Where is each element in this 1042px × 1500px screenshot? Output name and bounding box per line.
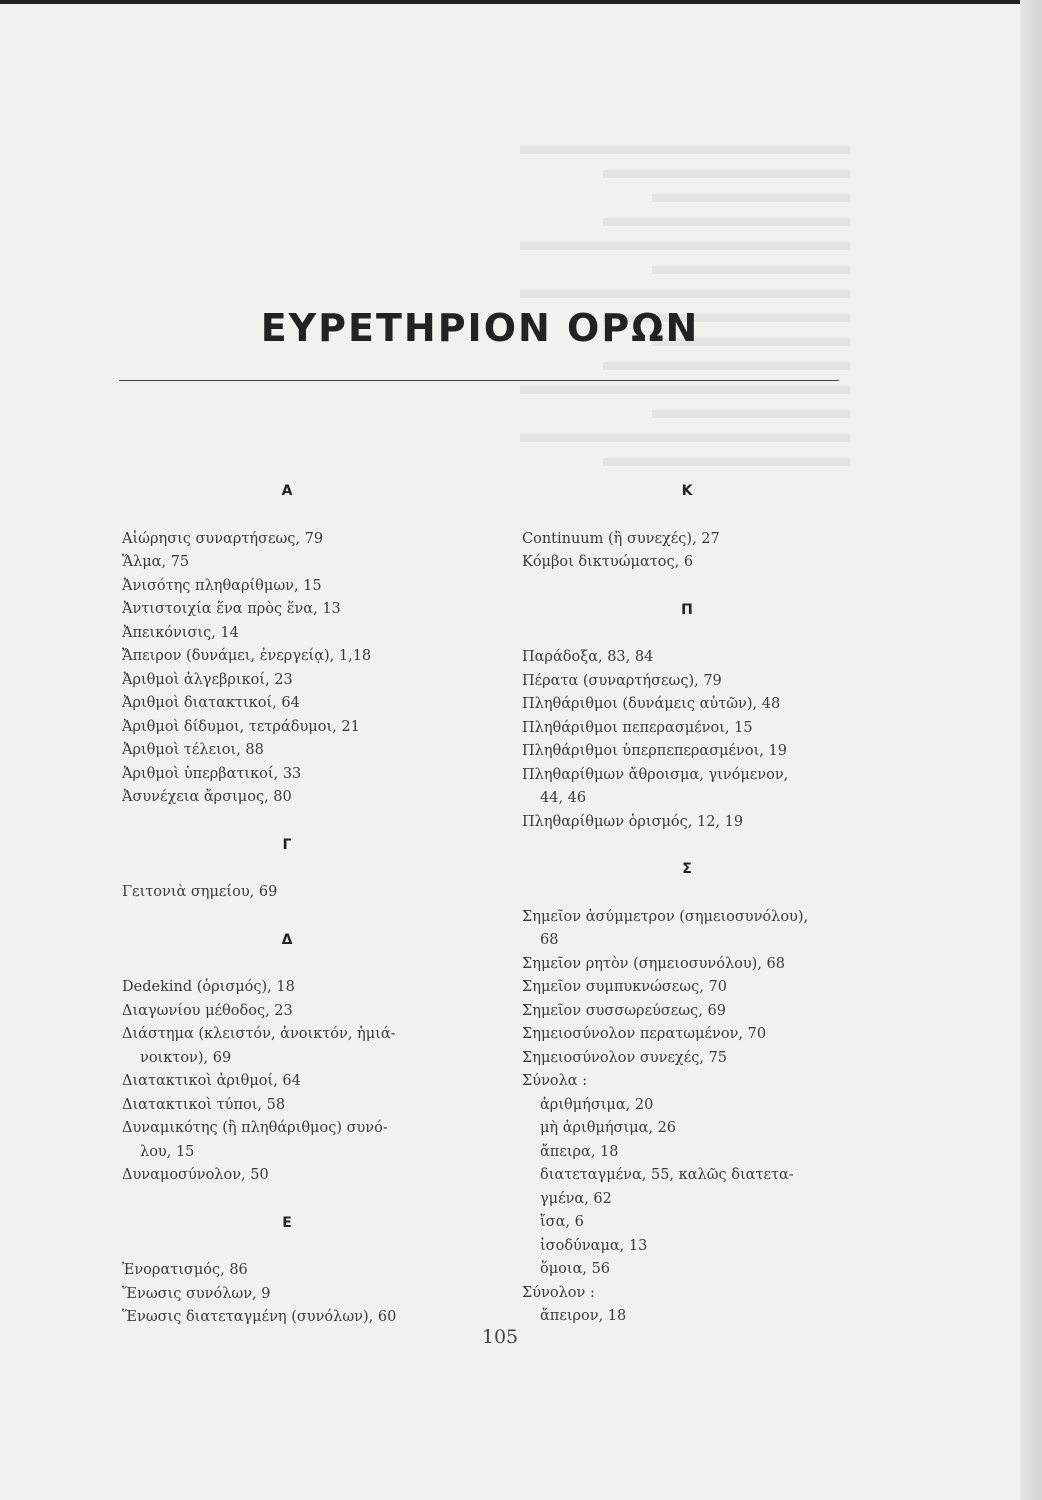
index-entry: Σημεῖον ἀσύμμετρον (σημειοσυνόλου), — [522, 908, 809, 925]
letter-heading-alpha: Α — [281, 483, 293, 499]
page-right-edge — [1020, 0, 1042, 1500]
page-top-edge — [0, 0, 1042, 4]
index-entry: Ἀπεικόνισις, 14 — [122, 624, 239, 641]
index-entry: Πληθάριθμοι (δυνάμεις αὐτῶν), 48 — [522, 696, 781, 712]
page-number: 105 — [481, 1326, 519, 1348]
index-entry: Ἕνωσις διατεταγμένη (συνόλων), 60 — [122, 1309, 397, 1325]
index-entry-continuation: 68 — [540, 932, 559, 948]
index-entry: Δυναμικότης (ἢ πληθάριθμος) συνό- — [122, 1120, 388, 1136]
index-entry: Continuum (ἢ συνεχές), 27 — [522, 530, 720, 547]
index-subentry: ἄπειρα, 18 — [540, 1143, 619, 1160]
letter-heading-delta: Δ — [281, 931, 293, 948]
letter-heading-sigma: Σ — [682, 861, 692, 877]
index-entry: Διαγωνίου μέθοδος, 23 — [122, 1002, 293, 1019]
index-entry: Σημεῖον ρητὸν (σημειοσυνόλου), 68 — [522, 955, 786, 972]
index-entry: Ἀσυνέχεια ἄρσιμος, 80 — [122, 789, 292, 805]
index-entry: Σύνολα : — [522, 1073, 588, 1089]
index-entry-continuation: νοικτον), 69 — [140, 1049, 232, 1066]
index-subentry: μὴ ἀριθμήσιμα, 26 — [540, 1120, 677, 1136]
index-entry: Πληθαρίθμων ἄθροισμα, γινόμενον, — [522, 766, 789, 783]
index-subentry: ἀριθμήσιμα, 20 — [540, 1096, 654, 1113]
index-subentry: ἰσοδύναμα, 13 — [540, 1237, 648, 1254]
index-subentry: διατεταγμένα, 55, καλῶς διατετα- — [540, 1167, 794, 1183]
index-entry: Σύνολον : — [522, 1284, 595, 1301]
index-entry: Ἀντιστοιχία ἕνα πρὸς ἕνα, 13 — [122, 601, 341, 617]
index-entry: Ἀνισότης πληθαρίθμων, 15 — [122, 577, 322, 594]
index-entry: Ἕνωσις συνόλων, 9 — [122, 1285, 271, 1302]
index-subentry: ἴσα, 6 — [540, 1214, 584, 1230]
index-entry: Σημεῖον συσσωρεύσεως, 69 — [522, 1002, 726, 1019]
letter-heading-epsilon: Ε — [282, 1214, 292, 1231]
index-entry: Πέρατα (συναρτήσεως), 79 — [522, 672, 722, 689]
index-entry: Πληθάριθμοι πεπερασμένοι, 15 — [522, 719, 753, 736]
letter-heading-pi: Π — [681, 601, 693, 618]
index-subentry: γμένα, 62 — [540, 1190, 612, 1207]
index-entry: Ἅλμα, 75 — [122, 554, 190, 570]
index-entry: Διατακτικοὶ ἀριθμοί, 64 — [122, 1073, 301, 1089]
index-entry: Ἀριθμοὶ τέλειοι, 88 — [122, 742, 264, 758]
index-subentry: ὅμοια, 56 — [540, 1261, 611, 1277]
index-column-right — [522, 480, 852, 1329]
index-entry-continuation: 44, 46 — [540, 790, 587, 806]
index-entry: Κόμβοι δικτυώματος, 6 — [522, 554, 694, 570]
index-entry: Αἰώρησις συναρτήσεως, 79 — [122, 530, 324, 547]
index-entry: Ἄπειρον (δυνάμει, ἐνεργείᾳ), 1,18 — [122, 648, 372, 664]
index-entry: Πληθαρίθμων ὁρισμός, 12, 19 — [522, 813, 744, 830]
index-entry: Dedekind (ὁρισμός), 18 — [122, 979, 295, 995]
index-entry: Σημειοσύνολον περατωμένον, 70 — [522, 1026, 767, 1042]
index-entry: Παράδοξα, 83, 84 — [522, 649, 654, 665]
index-entry: Ἐνορατισμός, 86 — [122, 1262, 248, 1278]
index-entry: Σημεῖον συμπυκνώσεως, 70 — [522, 979, 727, 995]
index-entry: Σημειοσύνολον συνεχές, 75 — [522, 1049, 728, 1066]
letter-heading-gamma: Γ — [282, 836, 292, 853]
index-subentry: ἄπειρον, 18 — [540, 1308, 627, 1324]
index-entry: Διάστημα (κλειστόν, ἀνοικτόν, ἡμιά- — [122, 1026, 396, 1042]
title-rule — [119, 380, 839, 381]
index-entry: Δυναμοσύνολον, 50 — [122, 1167, 269, 1183]
index-entry-continuation: λου, 15 — [140, 1143, 195, 1160]
page-title: ΕΥΡΕΤΗΡΙΟΝ ΟΡΩΝ — [260, 306, 700, 350]
index-entry: Ἀριθμοὶ διατακτικοί, 64 — [122, 695, 300, 711]
index-entry: Ἀριθμοὶ δίδυμοι, τετράδυμοι, 21 — [122, 718, 360, 735]
index-entry: Διατακτικοὶ τύποι, 58 — [122, 1096, 286, 1113]
index-entry: Ἀριθμοὶ ὑπερβατικοί, 33 — [122, 765, 302, 782]
index-column-left — [122, 480, 452, 1330]
letter-heading-kappa: Κ — [681, 483, 693, 499]
index-entry: Γειτονιὰ σημείου, 69 — [122, 884, 278, 900]
index-entry: Ἀριθμοὶ ἀλγεβρικοί, 23 — [122, 671, 293, 688]
index-entry: Πληθάριθμοι ὑπερπεπερασμένοι, 19 — [522, 743, 787, 759]
